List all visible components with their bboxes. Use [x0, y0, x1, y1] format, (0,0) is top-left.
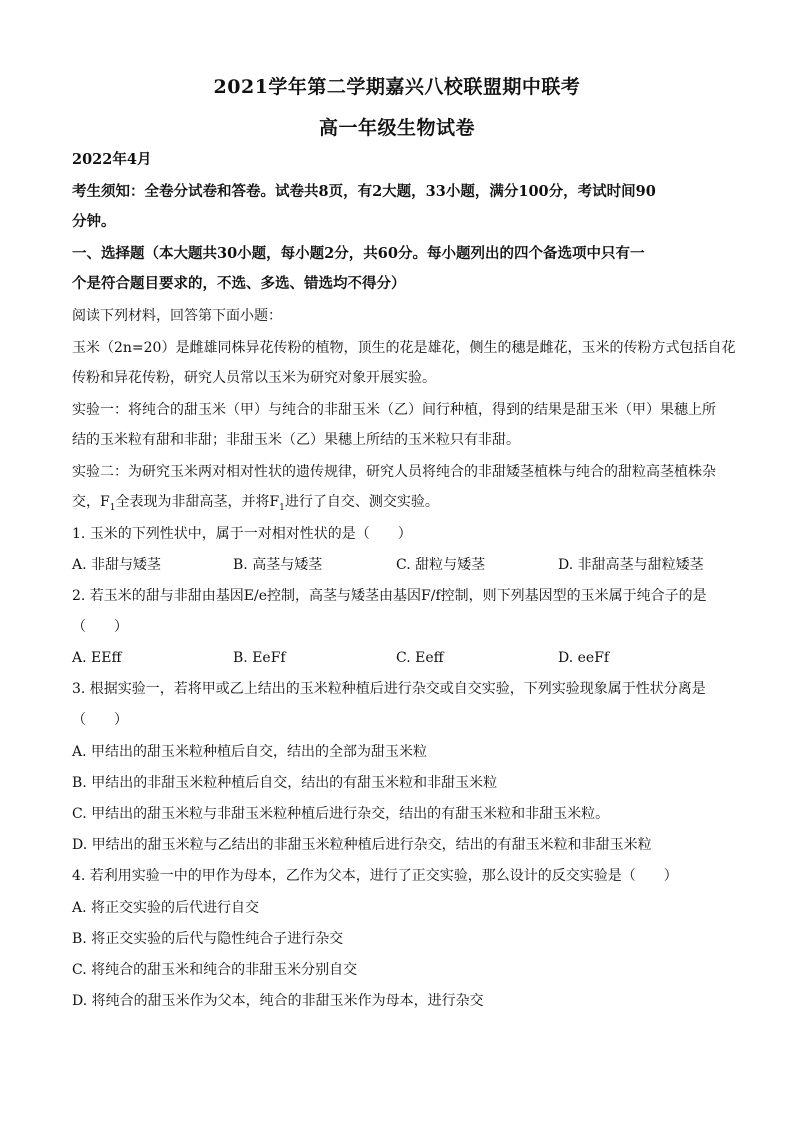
section-heading-line-1: 一、选择题（本大题共30小题，每小题2分，共60分。每小题列出的四个备选项中只有一 [72, 245, 645, 262]
question-2-option-b: B. EeFf [233, 650, 286, 666]
notice-line-2: 分钟。 [72, 213, 116, 230]
exam-title: 2021学年第二学期嘉兴八校联盟期中联考 [213, 76, 581, 98]
section-heading-line-2: 个是符合题目要求的，不选、多选、错选均不得分） [72, 275, 406, 292]
question-1-option-a: A. 非甜与矮茎 [72, 557, 162, 573]
question-4-option-b: B. 将正交实验的后代与隐性纯合子进行杂交 [72, 931, 344, 947]
question-2-stem: 2. 若玉米的甜与非甜由基因E/e控制，高茎与矮茎由基因F/f控制，则下列基因型的玉米属于纯合子的是 [72, 588, 707, 604]
exam-date: 2022年4月 [72, 151, 152, 168]
question-1-option-b: B. 高茎与矮茎 [233, 557, 323, 573]
question-1-option-c: C. 甜粒与矮茎 [396, 557, 486, 573]
question-2-stem-cont: （ ） [72, 619, 128, 635]
question-2-option-a: A. EEff [72, 650, 122, 666]
question-1-options [72, 555, 724, 575]
question-3-stem: 3. 根据实验一，若将甲或乙上结出的玉米粒种植后进行杂交或自交实验，下列实验现象属于性状分离是 [72, 681, 706, 697]
question-3-option-b: B. 甲结出的非甜玉米粒种植后自交，结出的有甜玉米粒和非甜玉米粒 [72, 775, 498, 791]
material-p2-line-2: 结的玉米粒有甜和非甜；非甜玉米（乙）果穗上所结的玉米粒只有非甜。 [72, 432, 520, 448]
question-3-option-a: A. 甲结出的甜玉米粒种植后自交，结出的全部为甜玉米粒 [72, 744, 428, 760]
question-4-option-c: C. 将纯合的甜玉米和纯合的非甜玉米分别自交 [72, 962, 358, 978]
question-4-stem: 4. 若利用实验一中的甲作为母本，乙作为父本，进行了正交实验，那么设计的反交实验是（ ） [72, 868, 678, 884]
material-p1-line-1: 玉米（2n=20）是雌雄同株异花传粉的植物，顶生的花是雄花，侧生的穗是雌花，玉米的传粉方式包括自花 [72, 340, 736, 356]
question-1-option-d: D. 非甜高茎与甜粒矮茎 [558, 557, 704, 573]
question-3-option-d: D. 甲结出的甜玉米粒与乙结出的非甜玉米粒种植后进行杂交，结出的有甜玉米粒和非甜玉米粒 [72, 837, 652, 853]
material-p2-line-1: 实验一：将纯合的甜玉米（甲）与纯合的非甜玉米（乙）间行种植，得到的结果是甜玉米（甲）果穗上所 [72, 402, 716, 418]
exam-subtitle: 高一年级生物试卷 [318, 117, 475, 139]
question-4-option-d: D. 将纯合的甜玉米作为父本，纯合的非甜玉米作为母本，进行杂交 [72, 993, 484, 1009]
material-p3-line-1: 实验二：为研究玉米两对相对性状的遗传规律，研究人员将纯合的非甜矮茎植株与纯合的甜粒高茎植株杂 [72, 464, 716, 480]
question-2-option-d: D. eeFf [558, 650, 610, 666]
question-4-option-a: A. 将正交实验的后代进行自交 [72, 900, 260, 916]
question-3-option-c: C. 甲结出的甜玉米粒与非甜玉米粒种植后进行杂交，结出的有甜玉米粒和非甜玉米粒。 [72, 806, 610, 822]
question-3-stem-cont: （ ） [72, 712, 128, 728]
question-2-options [72, 648, 724, 668]
material-p3-line-2: 交，$F_1$全表现为非甜高茎，并将$F_1$进行了自交、测交实验。 [72, 494, 439, 513]
material-p1-line-2: 传粉和异花传粉，研究人员常以玉米为研究对象开展实验。 [72, 370, 436, 386]
question-2-option-c: C. Eeff [396, 650, 444, 666]
question-1-stem: 1. 玉米的下列性状中，属于一对相对性状的是（ ） [72, 526, 412, 542]
material-intro: 阅读下列材料，回答第下面小题： [72, 308, 282, 324]
notice-line-1: 考生须知：全卷分试卷和答卷。试卷共8页，有2大题，33小题，满分100分，考试时间90 [72, 183, 656, 200]
